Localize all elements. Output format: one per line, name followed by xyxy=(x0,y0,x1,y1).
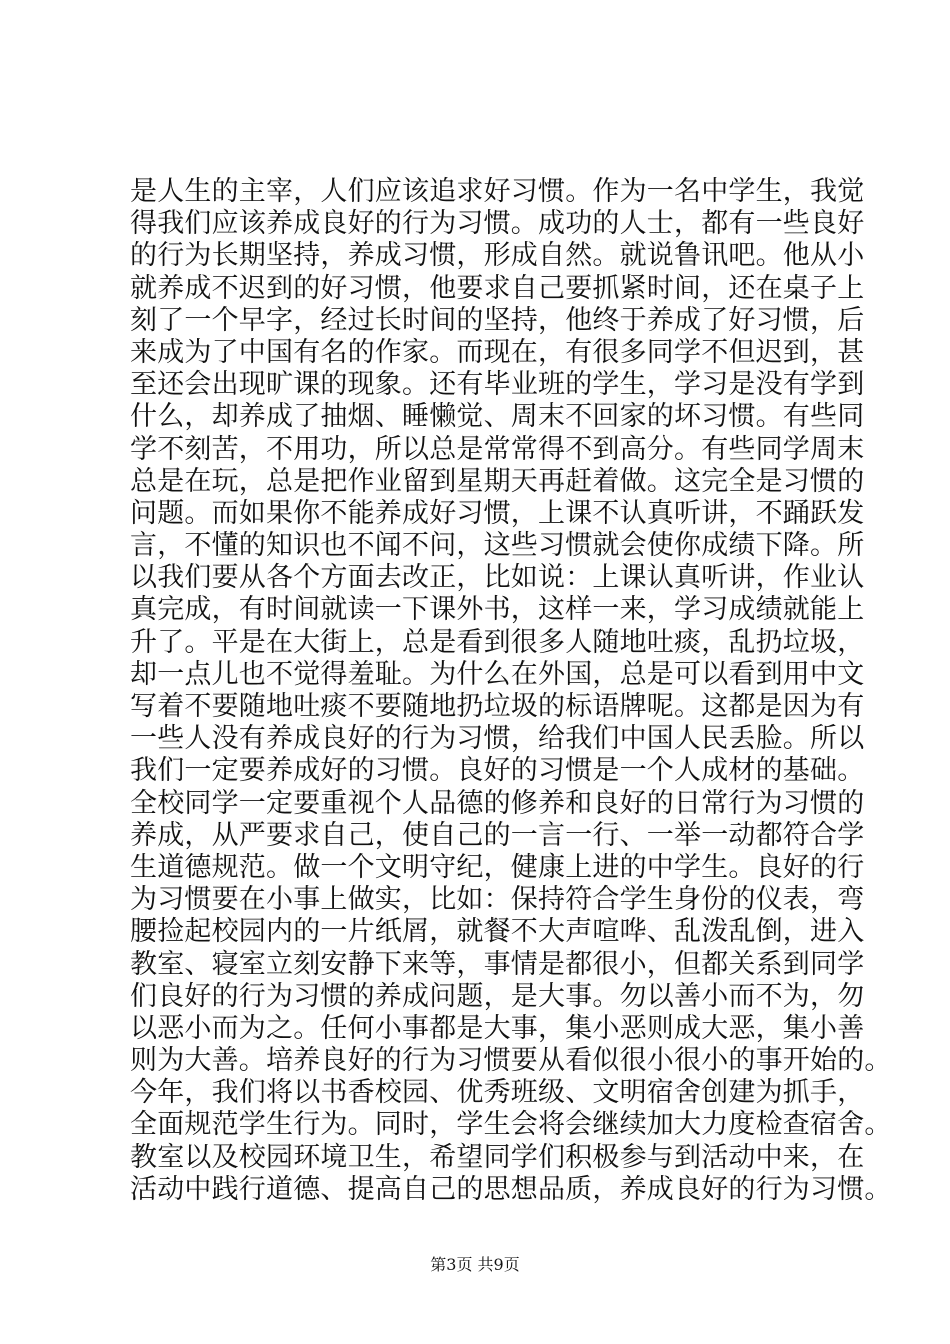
text-line: 我们一定要养成好的习惯。良好的习惯是一个人成材的基础。 xyxy=(130,755,865,787)
text-line: 教室、寝室立刻安静下来等，事情是都很小，但都关系到同学 xyxy=(130,948,865,980)
text-line: 却一点儿也不觉得羞耻。为什么在外国，总是可以看到用中文 xyxy=(130,658,865,690)
text-line: 升了。平是在大街上，总是看到很多人随地吐痰，乱扔垃圾， xyxy=(130,626,865,658)
text-line: 问题。而如果你不能养成好习惯，上课不认真听讲，不踊跃发 xyxy=(130,497,865,529)
text-line: 一些人没有养成良好的行为习惯，给我们中国人民丢脸。所以 xyxy=(130,723,865,755)
text-line: 养成，从严要求自己，使自己的一言一行、一举一动都符合学 xyxy=(130,819,865,851)
text-line: 言，不懂的知识也不闻不问，这些习惯就会使你成绩下降。所 xyxy=(130,530,865,562)
document-body xyxy=(130,176,892,1206)
text-line: 学不刻苦，不用功，所以总是常常得不到高分。有些同学周末 xyxy=(130,433,865,465)
text-line: 得我们应该养成良好的行为习惯。成功的人士，都有一些良好 xyxy=(130,208,865,240)
text-line: 们良好的行为习惯的养成问题，是大事。勿以善小而不为，勿 xyxy=(130,980,865,1012)
text-line: 什么，却养成了抽烟、睡懒觉、周末不回家的坏习惯。有些同 xyxy=(130,401,865,433)
page-number-footer: 第3页 共9页 xyxy=(430,1255,520,1274)
text-line: 写着不要随地吐痰不要随地扔垃圾的标语牌呢。这都是因为有 xyxy=(130,691,865,722)
text-line: 则为大善。培养良好的行为习惯要从看似很小很小的事开始的。 xyxy=(130,1045,892,1077)
text-line: 的行为长期坚持，养成习惯，形成自然。就说鲁讯吧。他从小 xyxy=(130,240,865,272)
text-line: 总是在玩，总是把作业留到星期天再赶着做。这完全是习惯的 xyxy=(130,465,865,497)
text-line: 全校同学一定要重视个人品德的修养和良好的日常行为习惯的 xyxy=(130,787,865,819)
text-line: 以恶小而为之。任何小事都是大事，集小恶则成大恶，集小善 xyxy=(130,1012,865,1044)
text-line: 以我们要从各个方面去改正，比如说：上课认真听讲，作业认 xyxy=(130,562,865,594)
text-line: 是人生的主宰，人们应该追求好习惯。作为一名中学生，我觉 xyxy=(130,176,865,207)
text-line: 就养成不迟到的好习惯，他要求自己要抓紧时间，还在桌子上 xyxy=(130,272,865,304)
text-line: 刻了一个早字，经过长时间的坚持，他终于养成了好习惯，后 xyxy=(130,304,865,336)
text-line: 活动中践行道德、提高自己的思想品质，养成良好的行为习惯。 xyxy=(130,1173,892,1205)
text-line: 教室以及校园环境卫生，希望同学们积极参与到活动中来，在 xyxy=(130,1141,865,1173)
text-line: 至还会出现旷课的现象。还有毕业班的学生，学习是没有学到 xyxy=(130,369,865,401)
text-line: 真完成，有时间就读一下课外书，这样一来，学习成绩就能上 xyxy=(130,594,865,626)
text-line: 为习惯要在小事上做实，比如：保持符合学生身份的仪表，弯 xyxy=(130,884,865,916)
text-line: 今年，我们将以书香校园、优秀班级、文明宿舍创建为抓手， xyxy=(130,1077,865,1109)
text-line: 生道德规范。做一个文明守纪，健康上进的中学生。良好的行 xyxy=(130,851,865,883)
text-line: 来成为了中国有名的作家。而现在，有很多同学不但迟到，甚 xyxy=(130,336,865,368)
text-line: 全面规范学生行为。同时，学生会将会继续加大力度检查宿舍。 xyxy=(130,1109,892,1141)
text-line: 腰捡起校园内的一片纸屑，就餐不大声喧哗、乱泼乱倒，进入 xyxy=(130,916,865,948)
